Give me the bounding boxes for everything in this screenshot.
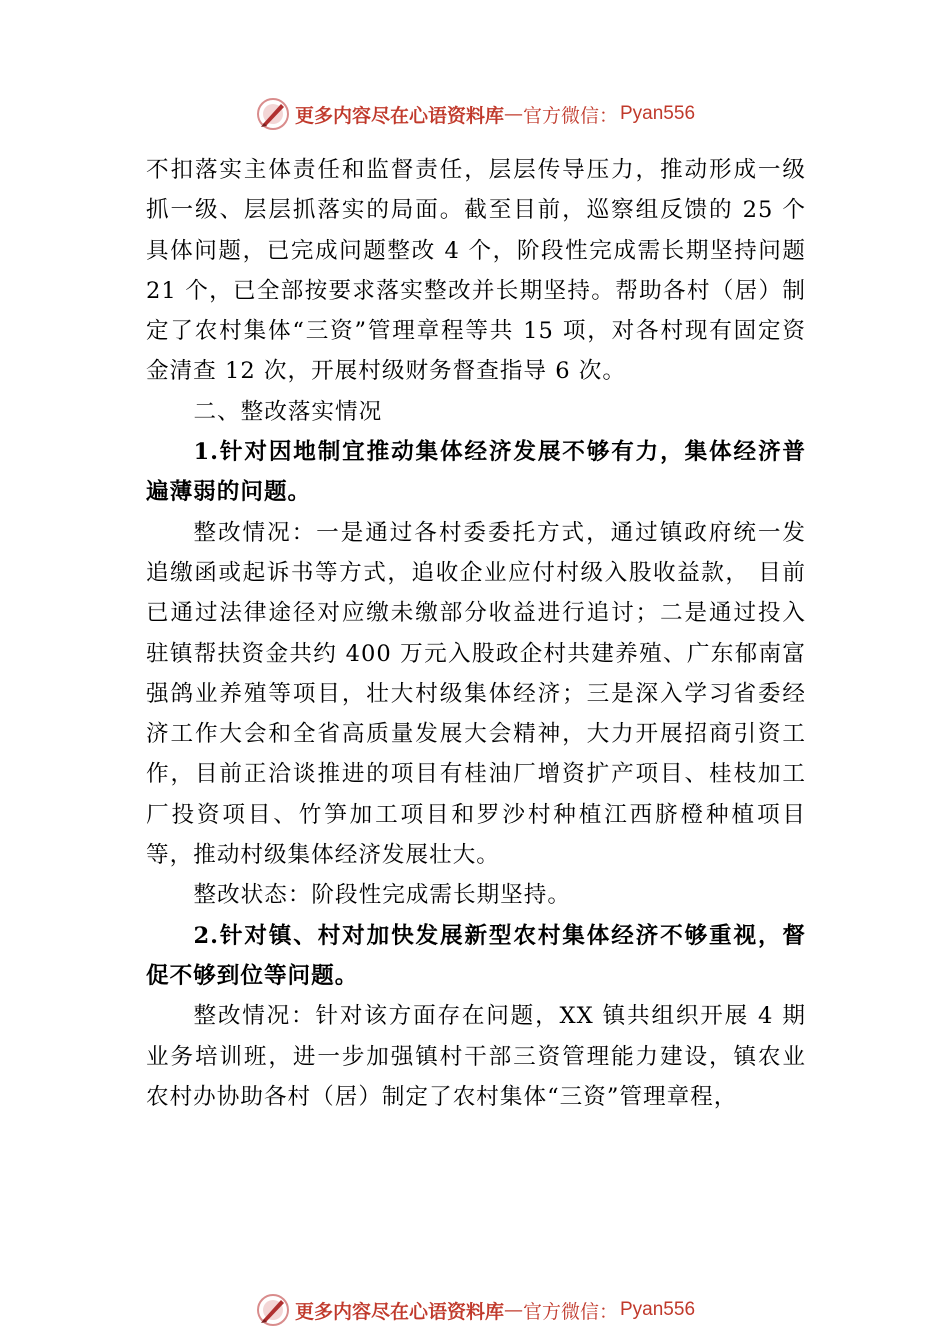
header-watermark [0,94,950,134]
issue-heading-1: 1.针对因地制宜推动集体经济发展不够有力，集体经济普遍薄弱的问题。 [146,439,806,506]
paragraph-intro-continuation: 不扣落实主体责任和监督责任，层层传导压力，推动形成一级抓一级、层层抓落实的局面。截至目前，巡察组反馈的 25 个具体问题，已完成问题整改 4 个，阶段性完成需长期坚持问题 21 个，已全部按要求落实整改并长期坚持。帮助各村（居）制定了农村集体“三资”管理章程等共 15 项，对各村现有固定资金清查 12 次，开展村级财务督查指导 6 次。 [146,157,806,385]
watermark-brand: 更多内容尽在心语资料库 [294,1300,504,1323]
rectification-status-1: 整改状态：阶段性完成需长期坚持。 [193,882,571,909]
footer-watermark [0,1290,950,1330]
section-heading: 二、整改落实情况 [193,398,383,425]
watermark-wechat-label: 官方微信： [522,1300,618,1323]
watermark-wechat-id: Pyan556 [620,1299,696,1320]
document-body [146,150,806,1117]
brush-logo-icon [255,1292,291,1328]
issue-heading-2: 2.针对镇、村对加快发展新型农村集体经济不够重视，督促不够到位等问题。 [146,922,806,989]
rectification-details-2: 整改情况：针对该方面存在问题，XX 镇共组织开展 4 期业务培训班，进一步加强镇村干部三资管理能力建设，镇农业农村办协助各村（居）制定了农村集体“三资”管理章程， [146,1003,806,1110]
watermark-separator: — [503,103,523,125]
watermark-separator: — [503,1299,523,1321]
watermark-wechat-id: Pyan556 [620,103,696,124]
rectification-details-1: 整改情况：一是通过各村委委托方式，通过镇政府统一发追缴函或起诉书等方式，追收企业应付村级入股收益款， 目前已通过法律途径对应缴未缴部分收益进行追讨；二是通过投入驻镇帮扶资金共约 400 万元入股政企村共建养殖、广东郁南富强鸽业养殖等项目，壮大村级集体经济；三是深入学习省委经济工作大会和全省高质量发展大会精神，大力开展招商引资工作，目前正洽谈推进的项目有桂油厂增资扩产项目、桂枝加工厂投资项目、竹笋加工项目和罗沙村种植江西脐橙种植项目等，推动村级集体经济发展壮大。 [146,519,806,869]
watermark-brand: 更多内容尽在心语资料库 [294,104,504,127]
brush-logo-icon [255,96,291,132]
watermark-wechat-label: 官方微信： [522,104,618,127]
